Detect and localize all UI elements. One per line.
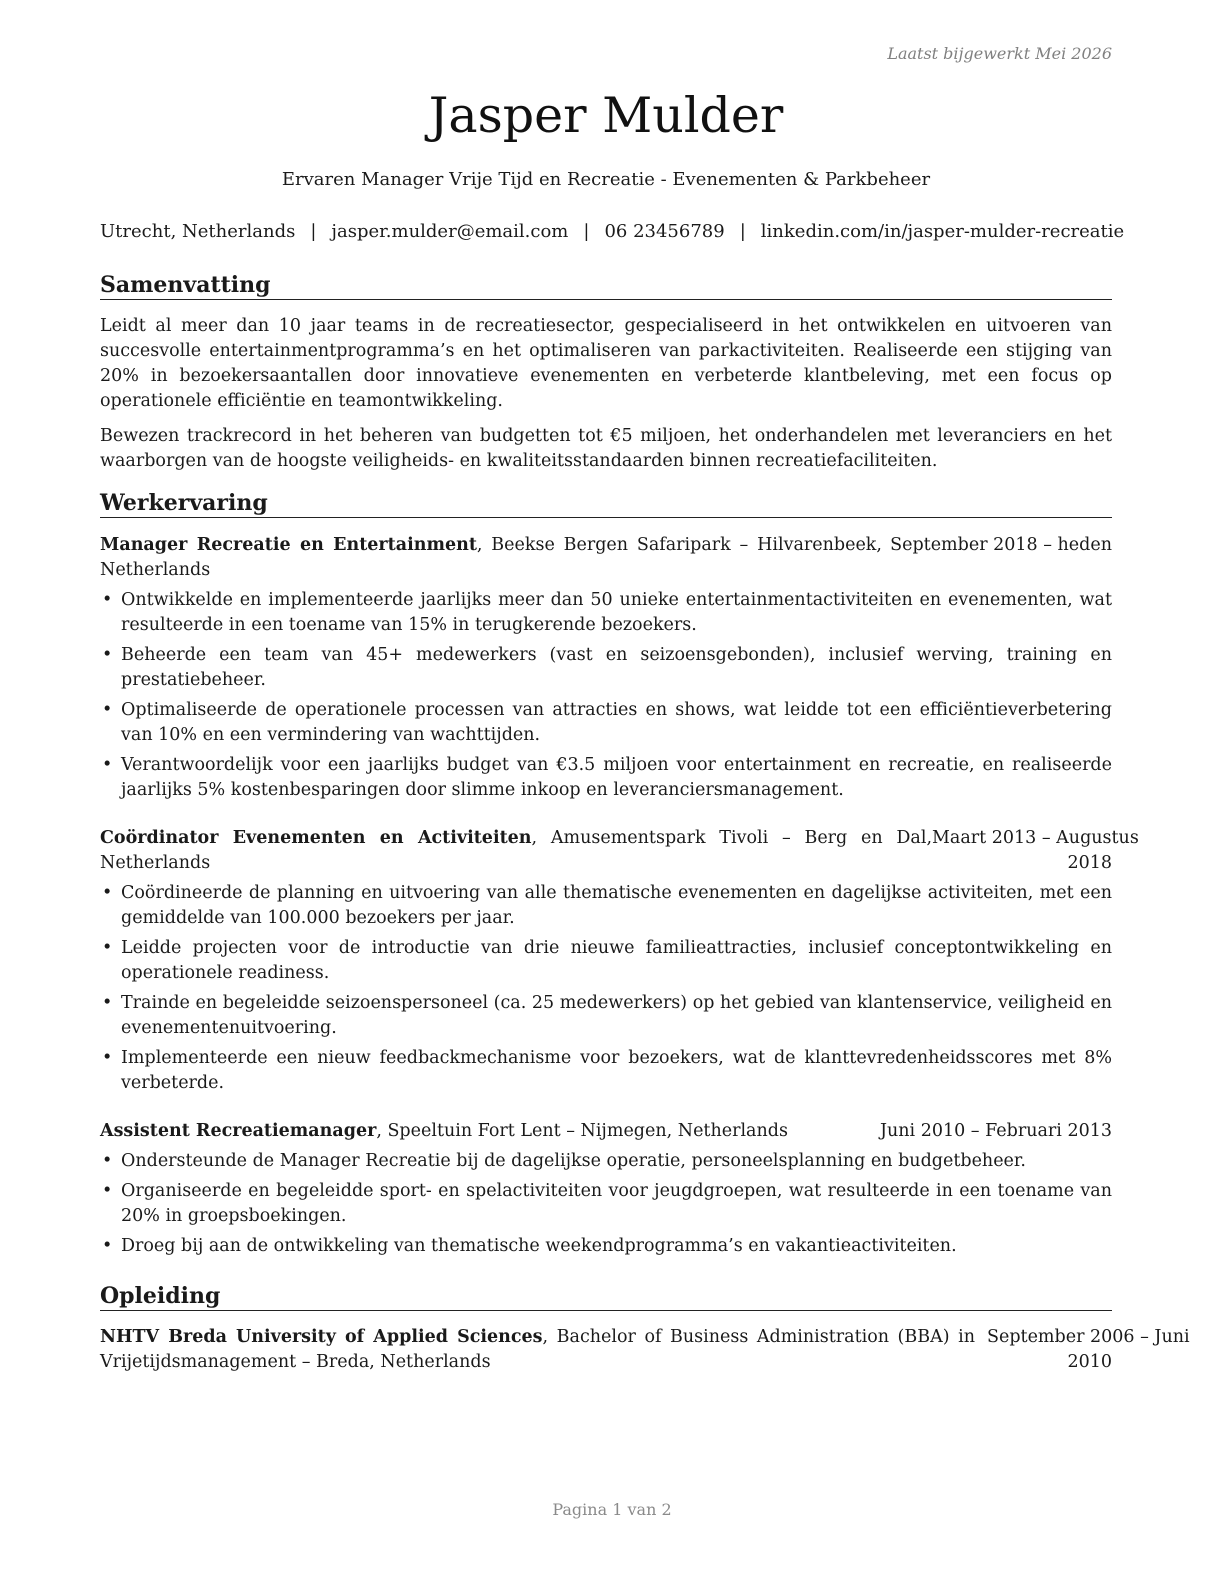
resume-page [100,0,1190,1584]
section-title-summary: Samenvatting [100,271,1112,300]
job-role: Manager Recreatie en Entertainment [100,535,477,555]
job-dates: Juni 2010 – Februari 2013 [879,1121,1112,1141]
contact-phone[interactable]: 06 23456789 [604,221,725,242]
job-title-line [100,533,882,583]
contact-separator: | [310,221,317,242]
contact-separator: | [739,221,746,242]
list-item: • Leidde projecten voor de introductie van drie nieuwe familieattracties, inclusief conceptontwikkeling en operationele readiness. [102,938,1112,983]
list-item: • Verantwoordelijk voor een jaarlijks budget van €3.5 miljoen voor entertainment en recreatie, en realiseerde jaarlijks 5% kostenbesparingen door slimme inkoop en leveranciersmanagement. [102,755,1112,800]
education-entry [100,1325,1190,1375]
section-title-experience: Werkervaring [100,489,1112,518]
education-line [100,1325,975,1375]
list-item: • Ondersteunde de Manager Recreatie bij de dagelijkse operatie, personeelsplanning en budgetbeheer. [102,1151,1026,1171]
job-employer: , Amusementspark Tivoli – Berg en Dal, Netherlands [100,828,933,873]
job-bullets [100,1149,1112,1264]
list-item: • Coördineerde de planning en uitvoering van alle thematische evenementen en dagelijkse activiteiten, met een gemiddelde van 100.000 bezoekers per jaar. [102,883,1112,928]
list-item: • Droeg bij aan de ontwikkeling van thematische weekendprogramma’s en vakantieactiviteiten. [102,1236,957,1256]
education-dates-end: 2010 [1067,1352,1112,1372]
job-dates: Maart 2013 – Augustus [932,828,1139,848]
job-header [100,826,1139,876]
job-dates-end: 2018 [1067,853,1112,873]
list-item: • Ontwikkelde en implementeerde jaarlijks meer dan 50 unieke entertainmentactiviteiten en evenementen, wat resulteerde in een toename van 15% in terugkerende bezoekers. [102,590,1112,635]
contact-email[interactable]: jasper.mulder@email.com [331,221,569,242]
summary-paragraph: Bewezen trackrecord in het beheren van budgetten tot €5 miljoen, het onderhandelen met leveranciers en het waarborgen van de hoogste veiligheids- en kwaliteitsstandaarden binnen recreatiefaciliteiten. [100,426,1112,471]
job-title-line [100,1119,860,1144]
job-title-line [100,826,932,876]
job-bullets [100,881,1112,1101]
candidate-name: Jasper Mulder [428,87,784,144]
contact-line [100,220,1125,244]
page-number: Pagina 1 van 2 [552,1500,672,1519]
last-updated: Laatst bijgewerkt Mei 2026 [887,44,1112,63]
job-header [100,1119,1112,1144]
list-item: • Organiseerde en begeleidde sport- en spelactiviteiten voor jeugdgroepen, wat resulteerde in een toename van 20% in groepsboekingen. [102,1181,1112,1226]
education-dates: September 2006 – Juni [987,1327,1190,1347]
job-employer: , Beekse Bergen Safaripark – Hilvarenbeek, Netherlands [100,535,882,580]
summary-paragraph: Leidt al meer dan 10 jaar teams in de recreatiesector, gespecialiseerd in het ontwikkelen en uitvoeren van succesvolle entertainmentprogramma’s en het optimaliseren van parkactiviteiten. Realiseerde een stijging van 20% in bezoekersaantallen door innovatieve evenementen en verbeterde klantbeleving, met een focus op operationele efficiëntie en teamontwikkeling. [100,316,1112,411]
job-header [100,533,1112,583]
list-item: • Implementeerde een nieuw feedbackmechanisme voor bezoekers, wat de klanttevredenheidsscores met 8% verbeterde. [102,1048,1112,1093]
education-school: NHTV Breda University of Applied Sciences [100,1327,543,1347]
job-role: Assistent Recreatiemanager [100,1121,377,1141]
list-item: • Beheerde een team van 45+ medewerkers (vast en seizoensgebonden), inclusief werving, training en prestatiebeheer. [102,645,1112,690]
contact-separator: | [583,221,590,242]
list-item: • Optimaliseerde de operationele processen van attracties en shows, wat leidde tot een efficiëntieverbetering van 10% en een vermindering van wachttijden. [102,700,1112,745]
job-employer: , Speeltuin Fort Lent – Nijmegen, Netherlands [376,1121,788,1141]
job-bullets [100,588,1112,808]
contact-linkedin[interactable]: linkedin.com/in/jasper-mulder-recreatie [760,221,1125,242]
education-degree: , Bachelor of Business Administration (BBA) in Vrijetijdsmanagement – Breda, Netherlands [100,1327,975,1372]
list-item: • Trainde en begeleidde seizoenspersoneel (ca. 25 medewerkers) op het gebied van klantenservice, veiligheid en evenementenuitvoering. [102,993,1112,1038]
section-title-education: Opleiding [100,1282,1112,1311]
job-role: Coördinator Evenementen en Activiteiten [100,828,532,848]
candidate-headline: Ervaren Manager Vrije Tijd en Recreatie - Evenementen & Parkbeheer [281,169,931,190]
job-dates: September 2018 – heden [890,535,1112,555]
contact-location: Utrecht, Netherlands [100,221,296,242]
